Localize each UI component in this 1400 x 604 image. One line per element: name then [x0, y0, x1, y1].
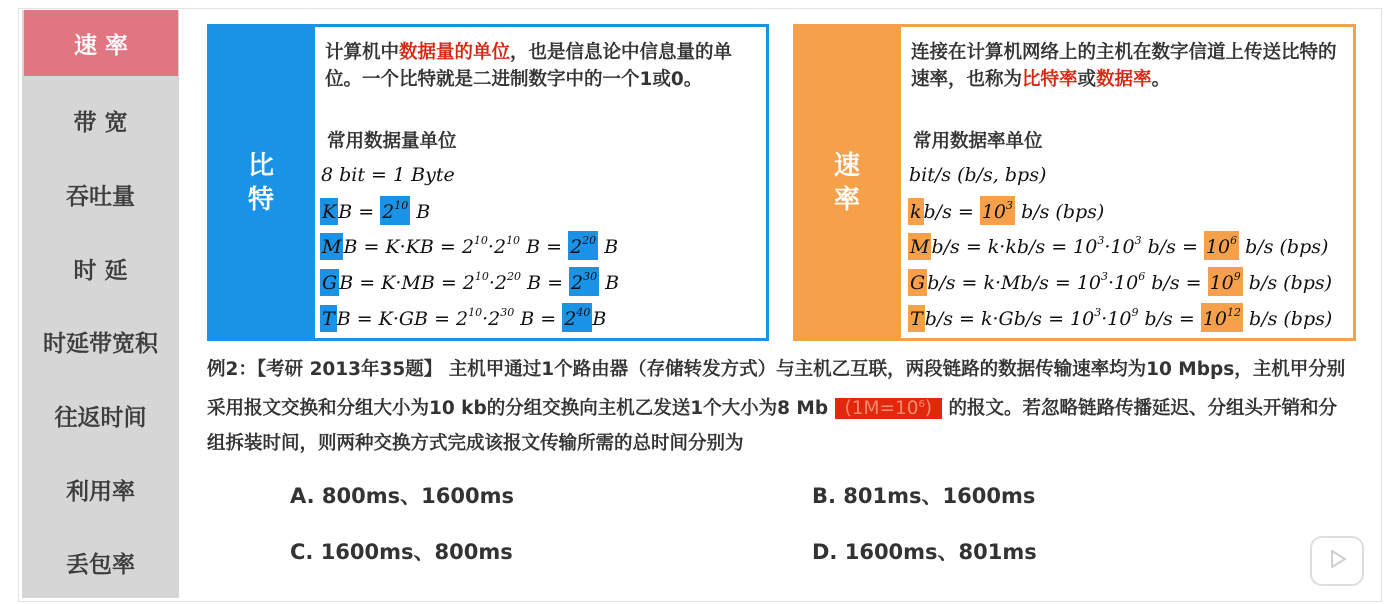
bit-formula-gb: G $B = K\cdot MB = 2^{10}\cdot 2^{20}$ $B = 2^{30}$ B [320, 267, 619, 296]
sidebar-item-label: 速 率 [73, 32, 128, 59]
sidebar-item-bandwidth[interactable] [22, 87, 179, 153]
option-d[interactable]: D. 1600ms、801ms [812, 540, 1037, 564]
bit-units-subtitle: 常用数据量单位 [327, 131, 457, 152]
sidebar-item-label: 带 宽 [73, 109, 128, 136]
sidebar-item-delay[interactable] [22, 235, 179, 301]
bit-definition-highlight: 数据量的单位 [399, 42, 511, 63]
bit-panel-label: 比 特 [247, 150, 274, 215]
bit-formula-mb: M $B = K\cdot KB = 2^{10}\cdot 2^{10}$ $B = 2^{20}$ B [320, 231, 618, 260]
play-button[interactable] [1310, 536, 1364, 586]
bit-panel [207, 24, 769, 341]
sidebar-item-utilization[interactable] [22, 456, 179, 522]
sidebar-item-throughput[interactable] [22, 161, 179, 227]
sidebar-item-label: 丢包率 [66, 551, 135, 578]
rate-panel-label: 速 率 [833, 150, 860, 215]
exam-question: 例2：【考研 2013年35题】 主机甲通过1个路由器（存储转发方式）与主机乙互联，两段链路的数据传输速率均为10 Mbps，主机甲分别采用报文交换和分组大小为10 kb的分组交换向主机乙发送1个大小为8 Mb $(1M=10^6)$ 的报文。若忽略链路传播延迟、分组头开销和分组拆装时间，则两种交换方式完成该报文传输所需的总时间分别为 [207, 359, 1346, 455]
option-c[interactable]: C. 1600ms、800ms [290, 540, 513, 564]
bit-formula-kb: K $B = 2^{10}$ B [320, 196, 430, 225]
sidebar-item-label: 利用率 [66, 478, 135, 505]
bit-definition: 计算机中数据量的单位，也是信息论中信息量的单位。一个比特就是二进制数字中的一个1或0。 [325, 42, 733, 90]
bit-formula-tb: T $B = K\cdot GB = 2^{10}\cdot 2^{30}$ $B = 2^{40}$ B [320, 303, 606, 332]
option-b[interactable]: B. 801ms、1600ms [812, 484, 1036, 508]
rate-formula-bits: bit/s (b/s, bps) [909, 164, 1047, 186]
sidebar-item-label: 时延带宽积 [43, 330, 158, 357]
option-a[interactable]: A. 800ms、1600ms [290, 484, 514, 508]
bit-formula-byte: 8 bit = 1 Byte [321, 164, 455, 186]
sidebar-item-rtt[interactable] [22, 382, 179, 448]
rate-units-subtitle: 常用数据率单位 [913, 131, 1043, 152]
rate-panel-body [901, 27, 1353, 338]
sidebar-item-rate[interactable] [24, 10, 178, 76]
sidebar-item-label: 时 延 [73, 257, 128, 284]
rate-panel [793, 24, 1356, 341]
bit-panel-body [315, 27, 766, 338]
sidebar-item-packet-loss[interactable] [22, 529, 179, 595]
unit-note-tag: $(1M=10^6)$ [835, 398, 943, 419]
rate-formula-gbps: G $b/s = k\cdot Mb/s = 10^3\cdot 10^6$ $b/s = 10^9$ b/s (bps) [908, 267, 1332, 296]
play-icon [1324, 546, 1350, 576]
sidebar-item-delay-bandwidth-product[interactable] [22, 308, 179, 374]
rate-formula-mbps: M $b/s = k\cdot kb/s = 10^3\cdot 10^3$ $b/s = 10^6$ b/s (bps) [908, 231, 1328, 260]
sidebar-item-label: 吞吐量 [66, 183, 135, 210]
sidebar [22, 10, 179, 598]
sidebar-item-label: 往返时间 [54, 404, 147, 431]
rate-formula-tbps: T $b/s = k\cdot Gb/s = 10^3\cdot 10^9$ $b/s = 10^{12}$ b/s (bps) [908, 303, 1332, 332]
rate-formula-kbps: k $b/s = 10^3$ b/s (bps) [908, 196, 1104, 225]
rate-definition: 连接在计算机网络上的主机在数字信道上传送比特的速率，也称为比特率或数据率。 [911, 42, 1337, 90]
